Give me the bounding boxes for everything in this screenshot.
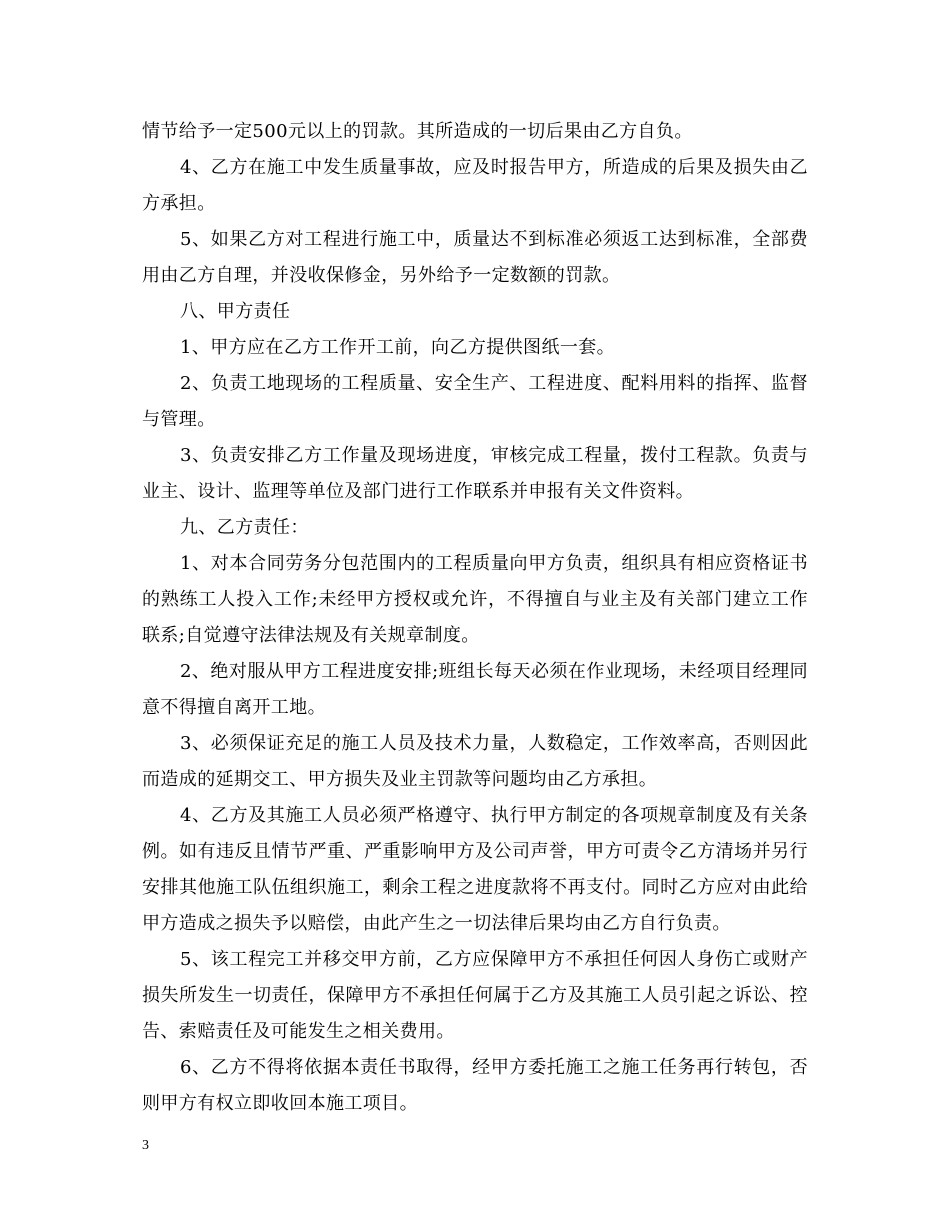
text-line: 例。如有违反且情节严重、严重影响甲方及公司声誉，甲方可责令乙方清场并另行: [142, 841, 808, 862]
text-line: 意不得擅自离开工地。: [142, 697, 326, 718]
text-line: 6、乙方不得将依据本责任书取得，经甲方委托施工之施工任务再行转包，否: [180, 1057, 808, 1078]
text-line: 业主、设计、监理等单位及部门进行工作联系并申报有关文件资料。: [142, 481, 694, 502]
text-line: 而造成的延期交工、甲方损失及业主罚款等问题均由乙方承担。: [142, 769, 658, 790]
text-line: 用由乙方自理，并没收保修金，另外给予一定数额的罚款。: [142, 265, 621, 286]
text-line: 5、如果乙方对工程进行施工中，质量达不到标准必须返工达到标准，全部费: [180, 229, 808, 250]
text-line: 4、乙方在施工中发生质量事故，应及时报告甲方，所造成的后果及损失由乙: [180, 157, 808, 178]
text-line: 则甲方有权立即收回本施工项目。: [142, 1093, 418, 1114]
text-line: 安排其他施工队伍组织施工，剩余工程之进度款将不再支付。同时乙方应对由此给: [142, 877, 808, 898]
text-line: 3、必须保证充足的施工人员及技术力量，人数稳定，工作效率高，否则因此: [180, 733, 808, 754]
document-body: [142, 114, 808, 1122]
text-line: 情节给予一定500元以上的罚款。其所造成的一切后果由乙方自负。: [142, 121, 693, 142]
section-heading: 九、乙方责任：: [180, 517, 309, 538]
section-heading: 八、甲方责任: [180, 301, 291, 322]
text-line: 联系;自觉遵守法律法规及有关规章制度。: [142, 625, 480, 646]
text-line: 5、该工程完工并移交甲方前，乙方应保障甲方不承担任何因人身伤亡或财产: [180, 949, 808, 970]
text-line: 方承担。: [142, 193, 216, 214]
text-line: 告、索赔责任及可能发生之相关费用。: [142, 1021, 455, 1042]
text-line: 1、对本合同劳务分包范围内的工程质量向甲方负责，组织具有相应资格证书: [180, 553, 808, 574]
text-line: 与管理。: [142, 409, 216, 430]
text-line: 2、绝对服从甲方工程进度安排;班组长每天必须在作业现场，未经项目经理同: [180, 661, 808, 682]
text-line: 1、甲方应在乙方工作开工前，向乙方提供图纸一套。: [180, 337, 616, 358]
text-line: 的熟练工人投入工作;未经甲方授权或允许，不得擅自与业主及有关部门建立工作: [142, 589, 808, 610]
text-line: 甲方造成之损失予以赔偿，由此产生之一切法律后果均由乙方自行负责。: [142, 913, 731, 934]
text-line: 2、负责工地现场的工程质量、安全生产、工程进度、配料用料的指挥、监督: [180, 373, 808, 394]
text-line: 损失所发生一切责任，保障甲方不承担任何属于乙方及其施工人员引起之诉讼、控: [142, 985, 808, 1006]
page-number: 3: [142, 1138, 149, 1153]
text-line: 3、负责安排乙方工作量及现场进度，审核完成工程量，拨付工程款。负责与: [180, 445, 808, 466]
text-line: 4、乙方及其施工人员必须严格遵守、执行甲方制定的各项规章制度及有关条: [180, 805, 808, 826]
